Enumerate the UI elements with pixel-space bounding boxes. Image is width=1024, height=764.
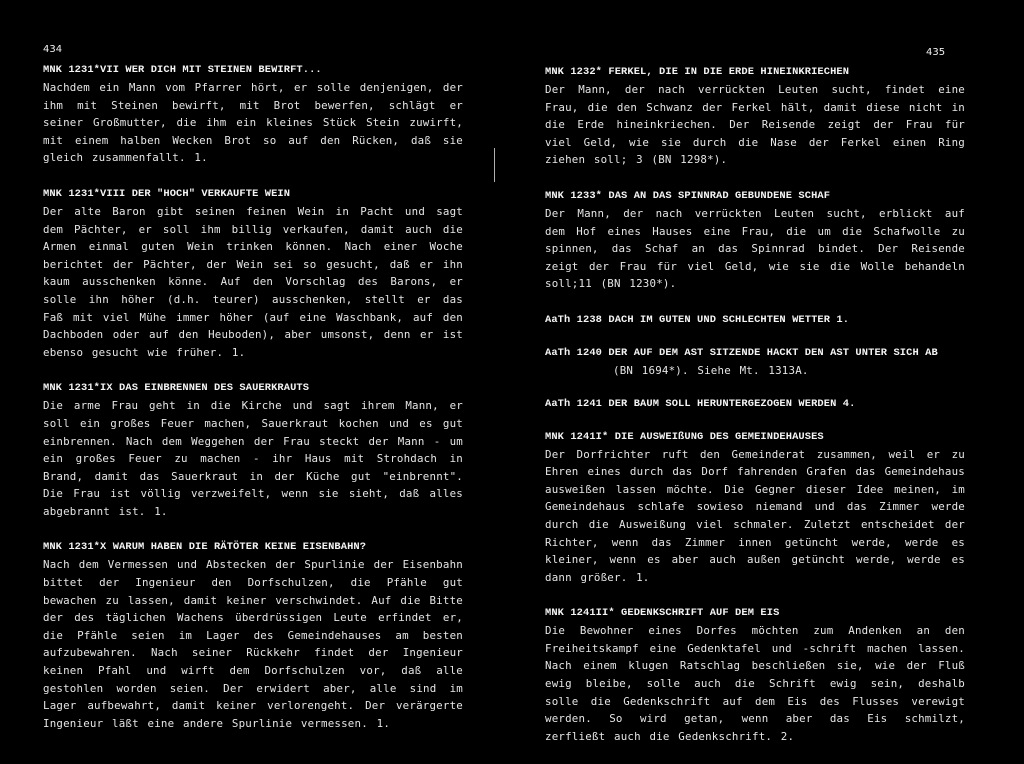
entry-aath-1241 [545, 396, 965, 413]
entry-title: MNK 1241I* DIE AUSWEIßUNG DES GEMEINDEHAUSES [545, 430, 824, 443]
entry-aath-1240 [545, 345, 965, 380]
entry-title: AaTh 1240 DER AUF DEM AST SITZENDE HACKT DEN AST UNTER SICH AB [545, 346, 938, 359]
entry-title: MNK 1233* DAS AN DAS SPINNRAD GEBUNDENE SCHAF [545, 189, 831, 202]
entry-title: MNK 1231*VIII DER "HOCH" VERKAUFTE WEIN [43, 187, 291, 200]
left-page-column [43, 62, 463, 751]
entry-text: Die arme Frau geht in die Kirche und sagt ihrem Mann, er soll ein großes Feuer machen, Sauerkraut kochen und es gut einbrennen. Nach dem Weggehen der Frau steckt der Mann - um ein großes Feuer zu machen - ihr Haus mit Strohdach in Brand, damit das Sauerkraut in der Küche gut "einbrennt". Die Frau ist völlig verzweifelt, wenn sie sieht, daß alles abgebrannt ist. 1. [43, 399, 463, 518]
entry-title: MNK 1231*X WARUM HABEN DIE RÄTÖTER KEINE EISENBAHN? [43, 541, 367, 554]
right-page-number: 435 [926, 47, 946, 58]
page-gutter-line [494, 148, 495, 182]
entry-title: MNK 1232* FERKEL, DIE IN DIE ERDE HINEINKRIECHEN [545, 66, 850, 78]
entry-text: (BN 1694*). Siehe Mt. 1313A. [613, 363, 809, 377]
right-page-column [545, 64, 965, 764]
entry-text: Der alte Baron gibt seinen feinen Wein in Pacht und sagt dem Pächter, er soll ihm billig verkaufen, damit auch die Armen einmal guten Wein trinken können. Nach einer Woche berichtet der Pächter, der Wein sei so gesucht, daß er ihn kaum ausschenken könne. Auf den Vorschlag des Barons, er solle ihn höher (d.h. teurer) ausschenken, stellt er das Faß mit viel Mühe immer höher (auf eine Waschbank, auf den Dachboden oder auf den Heuboden), aber umsonst, denn er ist ebenso gesucht wie früher. 1. [43, 204, 463, 359]
entry-mnk-1231-viii [43, 186, 463, 361]
entry-text: Nachdem ein Mann vom Pfarrer hört, er solle denjenigen, der ihm mit Steinen bewirft, mit Brot bewerfen, schlägt er seiner Großmutter, die ihm ein kleines Stück Stein zuwirft, mit einem halben Wecken Brot so auf den Rücken, daß sie gleich zusammenfallt. 1. [43, 81, 463, 165]
entry-title: AaTh 1241 DER BAUM SOLL HERUNTERGEZOGEN WERDEN 4. [545, 397, 856, 410]
entry-title: AaTh 1238 DACH IM GUTEN UND SCHLECHTEN WETTER 1. [545, 313, 850, 326]
entry-mnk-1232 [545, 64, 965, 169]
entry-mnk-1231-x [43, 539, 463, 732]
entry-title: MNK 1241II* GEDENKSCHRIFT AUF DEM EIS [545, 607, 780, 620]
entry-aath-1238 [545, 312, 965, 329]
entry-text: Der Mann, der nach verrückten Leuten sucht, findet eine Frau, die den Schwanz der Ferkel hält, damit diese nicht in die Erde hineinkriechen. Der Reisende zeigt der Frau für viel Geld, wie sie durch die Nase der Ferkel einen Ring ziehen soll; 3 (BN 1298*). [545, 83, 965, 167]
entry-mnk-1233 [545, 188, 965, 293]
entry-title: MNK 1231*VII WER DICH MIT STEINEN BEWIRFT... [43, 64, 322, 76]
entry-mnk-1241-ii [545, 605, 965, 745]
entry-title: MNK 1231*IX DAS EINBRENNEN DES SAUERKRAUTS [43, 382, 310, 395]
entry-text: Der Dorfrichter ruft den Gemeinderat zusammen, weil er zu Ehren eines durch das Dorf fahrenden Grafen das Gemeindehaus ausweißen lassen möchte. Die Gegner dieser Idee meinen, im Gemeindehaus schlafe sowieso niemand und das Zimmer werde durch die Ausweißung viel schmaler. Zuletzt entscheidet der Richter, wenn das Zimmer innen getüncht werde, werde es kleiner, wenn es aber auch außen getüncht werde, werde es dann größer. 1. [545, 447, 965, 584]
entry-mnk-1241-i [545, 429, 965, 587]
entry-mnk-1231-ix [43, 380, 463, 520]
left-page-number: 434 [43, 44, 63, 55]
entry-mnk-1231-vii [43, 62, 463, 167]
entry-text: Die Bewohner eines Dorfes möchten zum Andenken an den Freiheitskampf eine Gedenktafel und -schrift machen lassen. Nach einem klugen Ratschlag beschließen sie, wie der Fluß ewig bleibe, solle auch die Schrift ewig sein, deshalb solle die Gedenkschrift auf dem Eis des Flusses verewigt werden. So wird getan, wenn aber das Eis schmilzt, zerfließt auch die Gedenkschrift. 2. [545, 624, 965, 743]
entry-text: Nach dem Vermessen und Abstecken der Spurlinie der Eisenbahn bittet der Ingenieur den Dorfschulzen, die Pfähle gut bewachen zu lassen, damit keiner verschwindet. Auf die Bitte der des täglichen Wachens überdrüssigen Leute erfindet er, die Pfähle seien im Lager des Gemeindehauses am besten aufzubewahren. Nach seiner Rückkehr findet der Ingenieur keinen Pfahl und wirft dem Dorfschulzen vor, daß alle gestohlen worden seien. Der erwidert aber, alle sind im Lager aufbewahrt, damit keiner verlorengeht. Der verärgerte Ingenieur läßt eine andere Spurlinie vermessen. 1. [43, 558, 463, 730]
entry-text: Der Mann, der nach verrückten Leuten sucht, erblickt auf dem Hof eines Hauses eine Frau, die um die Schafwolle zu spinnen, das Schaf an das Spinnrad bindet. Der Reisende zeigt der Frau für viel Geld, wie sie die Wolle behandeln soll;11 (BN 1230*). [545, 206, 965, 291]
